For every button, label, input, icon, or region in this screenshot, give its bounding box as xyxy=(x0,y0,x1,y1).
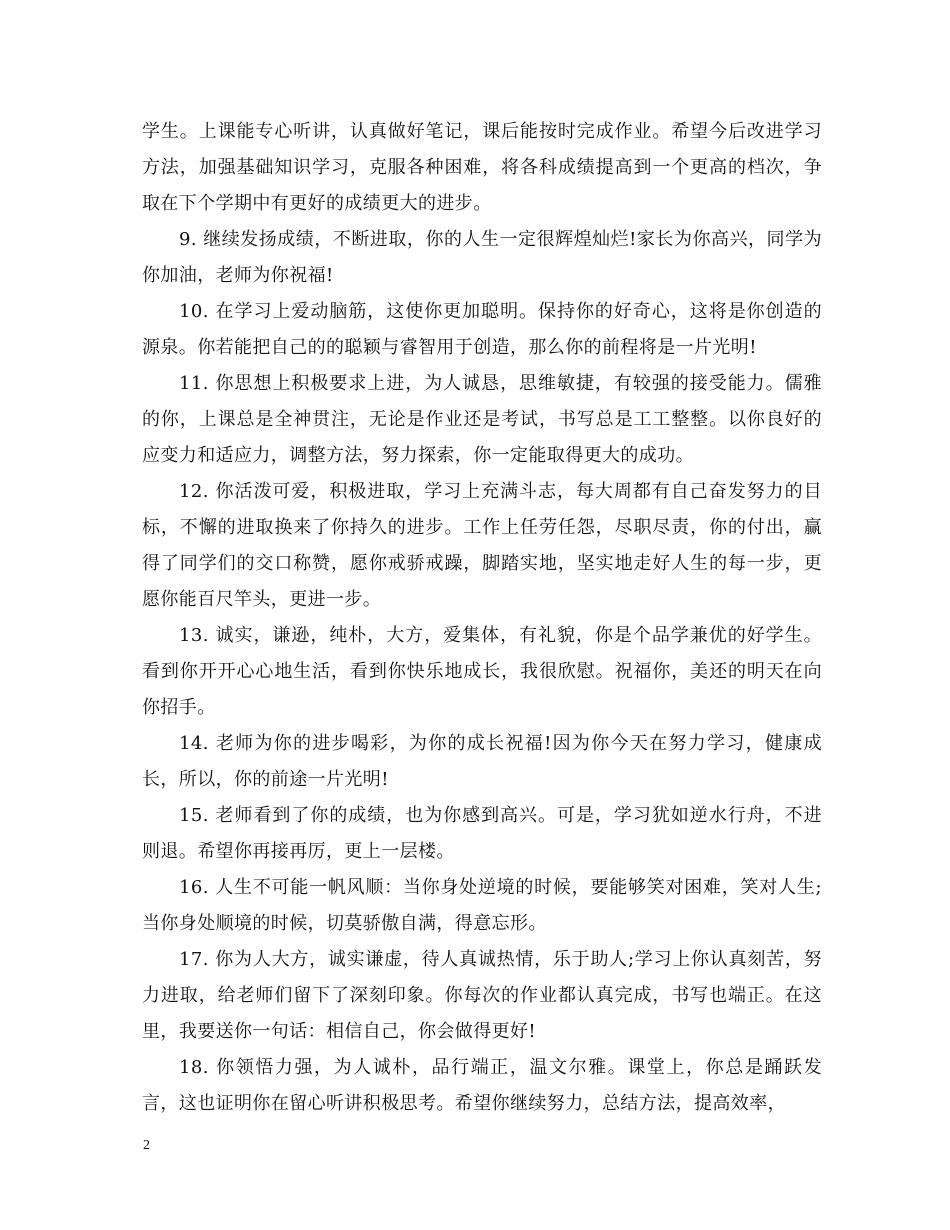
paragraph-continuation: 学生。上课能专心听讲，认真做好笔记，课后能按时完成作业。希望今后改进学习方法，加强基础知识学习，克服各种困难，将各科成绩提高到一个更高的档次，争取在下个学期中有更好的成绩更大的进步。 xyxy=(142,121,822,214)
paragraph-item-9: 9. 继续发扬成绩，不断进取，你的人生一定很辉煌灿烂!家长为你高兴，同学为你加油，老师为你祝福! xyxy=(142,229,822,286)
paragraph-item-12: 12. 你活泼可爱，积极进取，学习上充满斗志，每大周都有自己奋发努力的目标，不懈的进取换来了你持久的进步。工作上任劳任怨，尽职尽责，你的付出，赢得了同学们的交口称赞，愿你戒骄戒躁，脚踏实地，坚实地走好人生的每一步，更愿你能百尺竿头，更进一步。 xyxy=(142,481,822,610)
paragraph-item-17: 17. 你为人大方，诚实谦虚，待人真诚热情，乐于助人;学习上你认真刻苦，努力进取，给老师们留下了深刻印象。你每次的作业都认真完成，书写也端正。在这里，我要送你一句话：相信自己，你会做得更好! xyxy=(142,949,822,1042)
paragraph-item-18: 18. 你领悟力强，为人诚朴，品行端正，温文尔雅。课堂上，你总是踊跃发言，这也证明你在留心听讲积极思考。希望你继续努力，总结方法，提高效率， xyxy=(142,1057,822,1114)
paragraph-item-11: 11. 你思想上积极要求上进，为人诚恳，思维敏捷，有较强的接受能力。儒雅的你，上课总是全神贯注，无论是作业还是考试，书写总是工工整整。以你良好的应变力和适应力，调整方法，努力探索，你一定能取得更大的成功。 xyxy=(142,373,822,466)
paragraph-item-14: 14. 老师为你的进步喝彩，为你的成长祝福!因为你今天在努力学习，健康成长，所以，你的前途一片光明! xyxy=(142,733,822,790)
paragraph-item-13: 13. 诚实，谦逊，纯朴，大方，爱集体，有礼貌，你是个品学兼优的好学生。看到你开开心心地生活，看到你快乐地成长，我很欣慰。祝福你，美还的明天在向你招手。 xyxy=(142,625,822,718)
paragraph-item-15: 15. 老师看到了你的成绩，也为你感到高兴。可是，学习犹如逆水行舟，不进则退。希望你再接再厉，更上一层楼。 xyxy=(142,805,822,862)
paragraph-item-16: 16. 人生不可能一帆风顺：当你身处逆境的时候，要能够笑对困难，笑对人生;当你身处顺境的时候，切莫骄傲自满，得意忘形。 xyxy=(142,877,822,934)
page-number: 2 xyxy=(143,1138,150,1153)
document-body xyxy=(142,114,822,1122)
paragraph-item-10: 10. 在学习上爱动脑筋，这使你更加聪明。保持你的好奇心，这将是你创造的源泉。你若能把自己的的聪颖与睿智用于创造，那么你的前程将是一片光明! xyxy=(142,301,822,358)
